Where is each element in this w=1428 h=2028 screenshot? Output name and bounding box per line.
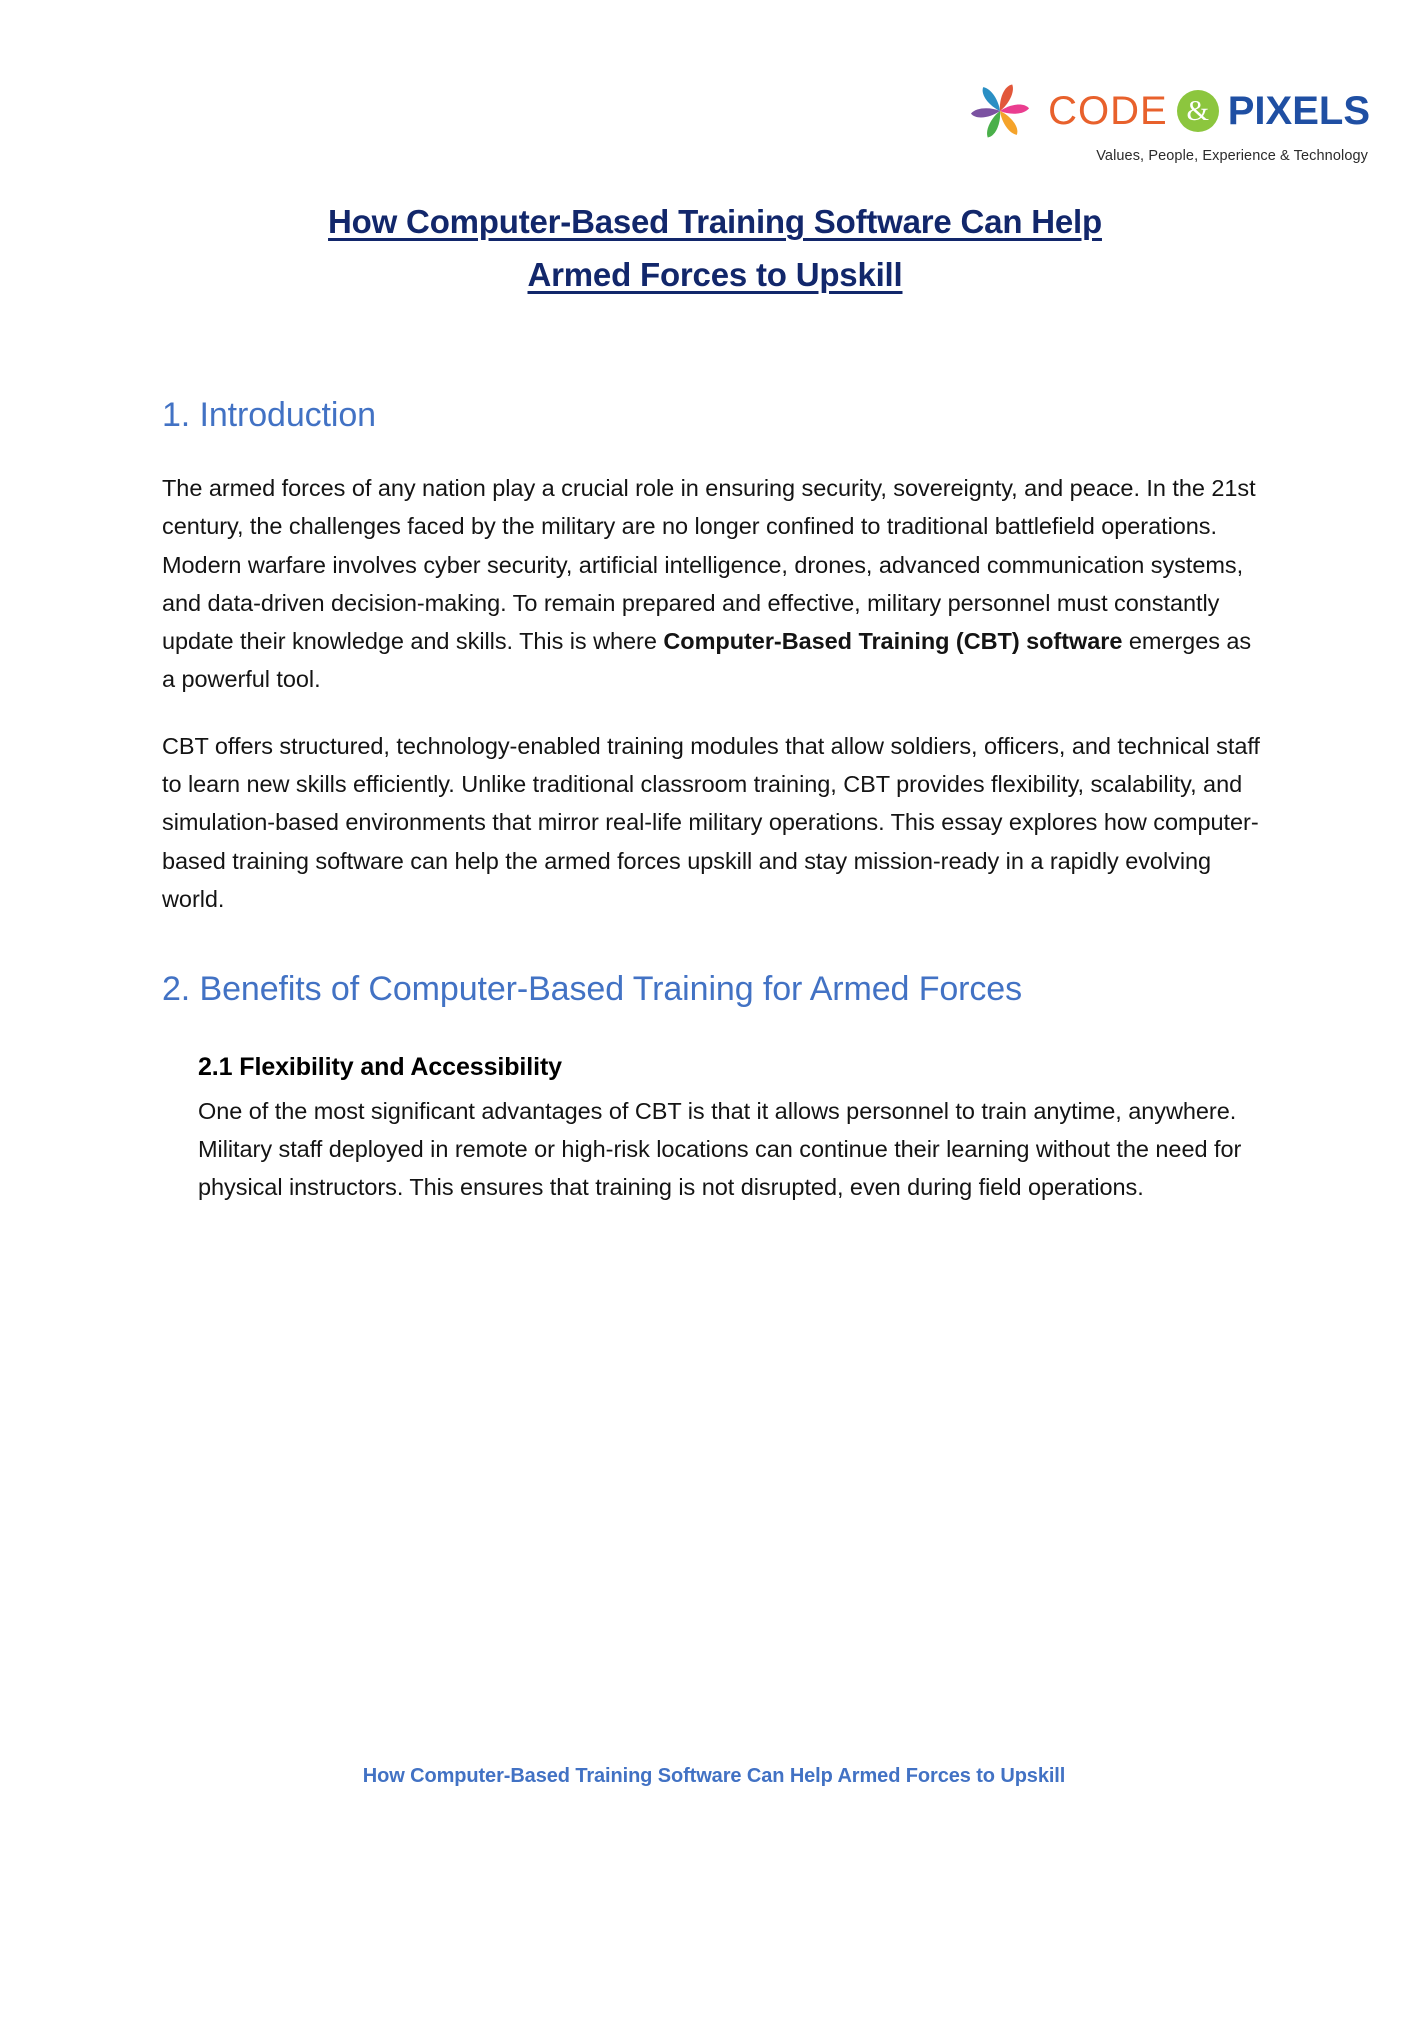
page-title-line-2: Armed Forces to Upskill (527, 256, 903, 294)
ampersand-badge-icon: & (1177, 90, 1219, 132)
section-heading-introduction: 1. Introduction (162, 395, 376, 434)
subsection-flexibility-block (198, 1051, 1268, 1206)
page-footer: How Computer-Based Training Software Can Help Armed Forces to Upskill (362, 1765, 1066, 1787)
intro-paragraph-1-part-2: emerges as a powerful tool. (162, 628, 1252, 693)
intro-paragraph-1-part-1: The armed forces of any nation play a crucial role in ensuring security, sovereignty, and peace. In the 21st century, the challenges faced by the military are no longer confined to traditional battlefield operations. Modern warfare involves cyber security, artificial intelligence, drones, advanced communication systems, and data-driven decision-making. To remain prepared and effective, military personnel must constantly update their knowledge and skills. This is where (162, 474, 1256, 655)
wordmark (1048, 90, 1370, 132)
subsection-heading-flexibility: 2.1 Flexibility and Accessibility (198, 1053, 562, 1082)
subsection-paragraph-flexibility: One of the most significant advantages of CBT is that it allows personnel to train anytime, anywhere. Military staff deployed in remote or high-risk locations can continue their learning without the need for physical instructors. This ensures that training is not disrupted, even during field operations. (198, 1097, 1242, 1201)
pinwheel-icon (966, 78, 1034, 144)
logo-text-pixels: PIXELS (1227, 89, 1370, 133)
brand-header (966, 78, 1370, 164)
brand-tagline: Values, People, Experience & Technology (1096, 148, 1368, 164)
logo-row (966, 78, 1370, 144)
document-content (162, 195, 1268, 1207)
intro-paragraph-1-bold-term: Computer-Based Training (CBT) software (663, 628, 1123, 655)
section-heading-benefits: 2. Benefits of Computer-Based Training for Armed Forces (162, 970, 1023, 1009)
intro-paragraph-1 (162, 469, 1268, 699)
intro-paragraph-2: CBT offers structured, technology-enabled training modules that allow soldiers, officers, and technical staff to learn new skills efficiently. Unlike traditional classroom training, CBT provides flexibility, scalability, and simulation-based environments that mirror real-life military operations. This essay explores how computer-based training software can help the armed forces upskill and stay mission-ready in a rapidly evolving world. (162, 732, 1260, 912)
page-title (162, 195, 1268, 302)
logo-text-code: CODE (1048, 89, 1168, 133)
page-title-line-1: How Computer-Based Training Software Can Help (328, 203, 1102, 240)
